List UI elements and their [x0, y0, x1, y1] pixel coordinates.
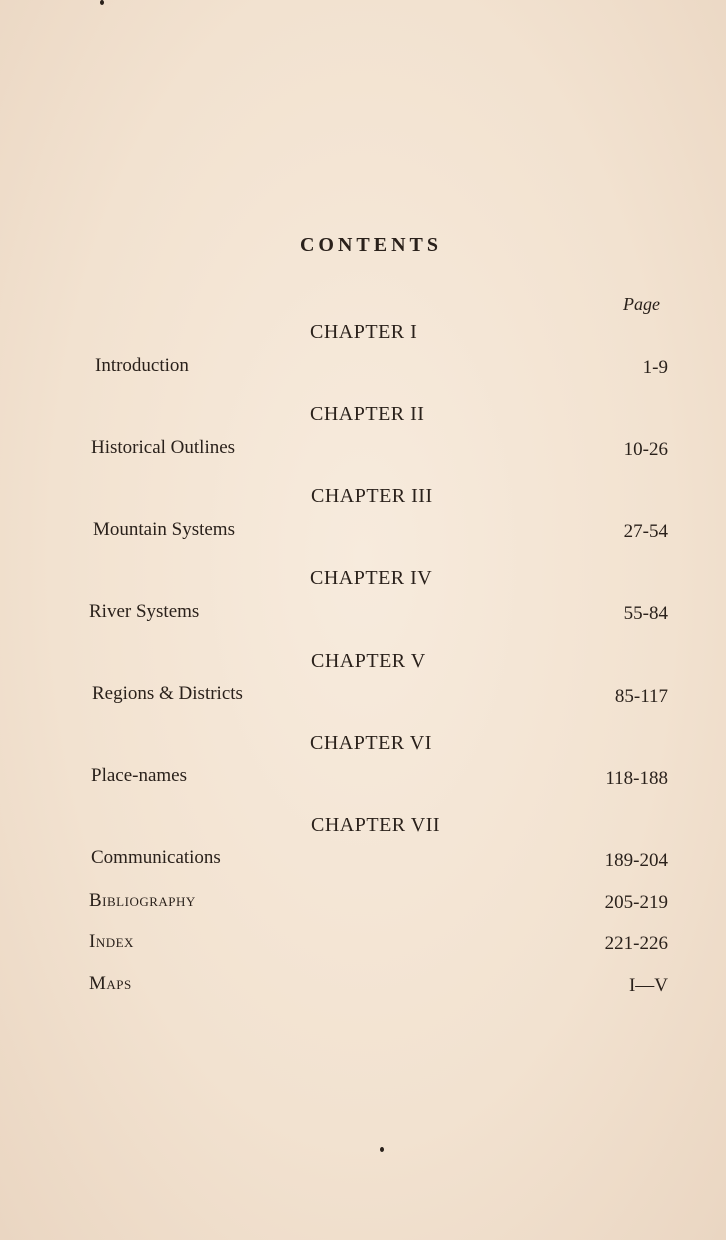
chapter-title: Introduction: [95, 355, 189, 376]
chapter-label: CHAPTER III: [311, 485, 433, 507]
bibliography-pages: 205-219: [604, 892, 668, 913]
chapter-pages: 10-26: [623, 439, 668, 460]
chapter-title: Communications: [91, 847, 221, 868]
chapter-title: Regions & Districts: [92, 683, 243, 704]
chapter-label: CHAPTER I: [310, 321, 418, 343]
chapter-title: River Systems: [89, 601, 200, 622]
index-pages: 221-226: [604, 933, 668, 954]
chapter-label: CHAPTER IV: [310, 567, 433, 589]
index-title: Index: [89, 931, 134, 952]
chapter-label: CHAPTER V: [311, 650, 426, 672]
chapter-pages: 85-117: [614, 686, 668, 707]
chapter-label: CHAPTER VI: [310, 732, 432, 754]
chapter-pages: 189-204: [604, 850, 668, 871]
chapter-pages: 118-188: [605, 768, 668, 789]
chapter-title: Historical Outlines: [91, 437, 236, 458]
page-column-label: Page: [623, 294, 660, 314]
chapter-title: Mountain Systems: [93, 519, 235, 540]
chapter-title: Place-names: [91, 765, 188, 786]
bibliography-title: Bibliography: [89, 890, 196, 911]
contents-heading: CONTENTS: [299, 234, 443, 256]
maps-pages: I—V: [628, 975, 668, 996]
chapter-label: CHAPTER II: [310, 403, 425, 425]
maps-title: Maps: [89, 973, 132, 994]
chapter-pages: 27-54: [623, 521, 668, 542]
chapter-pages: 1-9: [642, 357, 668, 378]
chapter-pages: 55-84: [623, 603, 668, 624]
ink-speck-bottom: [380, 1147, 384, 1152]
ink-speck-top: [100, 0, 104, 5]
chapter-label: CHAPTER VII: [311, 814, 441, 836]
